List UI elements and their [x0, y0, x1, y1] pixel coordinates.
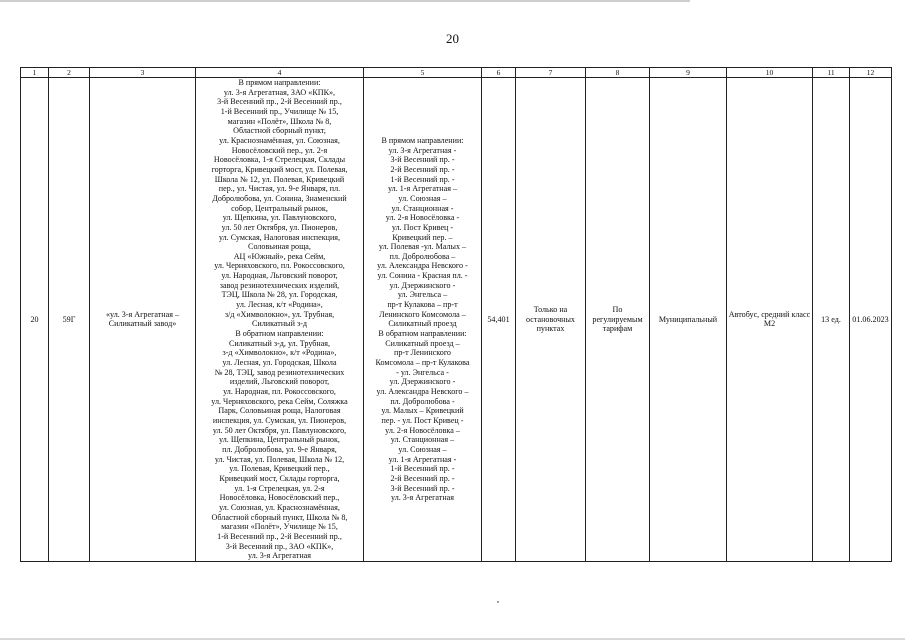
street-line: 1-й Весенний пр. -: [390, 464, 455, 474]
stop-line: ул. Лесная, ул. Городская, Школа: [222, 358, 337, 368]
stop-line: 3-й Весенний пр., 2-й Весенний пр.,: [217, 97, 342, 107]
street-line: ул. Дзержинского -: [389, 377, 456, 387]
stop-line: 3-й Весенний пр., ЗАО «КПК»,: [225, 541, 334, 551]
stop-line: ул. Щепкина, Центральный рынок,: [219, 435, 340, 445]
street-line: Комсомола – пр-т Кулакова: [375, 358, 470, 368]
street-line: пер. - ул. Пост Кривец -: [381, 415, 464, 425]
stop-line: ул. 3-я Агрегатная, ЗАО «КПК»,: [223, 87, 336, 97]
street-line: ул. Александра Невского -: [377, 261, 468, 271]
stop-line: ул. Чистая, ул. Полевая, Школа № 12,: [214, 454, 345, 464]
street-line: ул. Пост Кривец -: [391, 222, 454, 232]
column-number: 3: [90, 68, 196, 78]
stop-line: Новосёловка, 1-я Стрелецкая, Склады: [213, 155, 346, 165]
page-number: 20: [446, 31, 459, 46]
street-line: ул. 1-я Агрегатная –: [387, 184, 458, 194]
stop-line: АЦ «Южный», река Сейм,: [233, 251, 326, 261]
street-line: - ул. Энгельса -: [396, 367, 449, 377]
stop-line: Силикатный з-д: [252, 319, 307, 329]
vehicle-count-cell: 13 ед.: [813, 78, 850, 562]
stop-line: Соловьиная роща,: [248, 242, 311, 252]
street-line: пр-т Кулакова – пр-т: [387, 300, 458, 310]
street-line: ул. Малых – Кривецкий: [381, 406, 464, 416]
stop-line: В обратном направлении:: [235, 329, 324, 339]
stops-list: [197, 78, 362, 561]
street-line: Кривецкий пер. –: [392, 232, 453, 242]
fare-type-cell: По регулируемым тарифам: [586, 78, 650, 562]
stop-line: ул. Союзная, ул. Краснознамённая,: [219, 502, 340, 512]
stop-line: ТЭЦ, Школа № 28, ул. Городская,: [221, 290, 338, 300]
stop-order-cell: Только на остановочных пунктах: [516, 78, 586, 562]
stop-line: Областной сборный пункт,: [233, 126, 326, 136]
stop-line: ул. 1-я Стрелецкая, ул. 2-я: [234, 483, 325, 493]
stop-line: ул. Полевая, Кривецкий пер.,: [229, 464, 330, 474]
street-line: ул. 1-я Агрегатная -: [388, 454, 457, 464]
street-line: ул. 2-я Новосёловка -: [385, 213, 460, 223]
carrier-type-cell: Муниципальный: [650, 78, 727, 562]
column-number: 9: [650, 68, 727, 78]
vehicle-cell: Автобус, средний класс М2: [727, 78, 813, 562]
stop-line: ул. Лесная, к/т «Родина»,: [236, 300, 323, 310]
street-line: ул. 2-я Новосёловка –: [385, 425, 460, 435]
street-line: Силикатный проезд –: [385, 338, 460, 348]
stop-line: 1-й Весенний пр., 2-й Весенний пр.,: [217, 531, 342, 541]
scan-top-rule: [0, 0, 690, 2]
stop-line: ул. 3-я Агрегатная: [248, 551, 311, 561]
stop-line: Школа № 12, ул. Полевая, Кривецкий: [214, 174, 345, 184]
street-line: 3-й Весенний пр. -: [390, 155, 455, 165]
stop-line: ул. Щепкина, ул. Павлуновского,: [222, 213, 337, 223]
stop-line: Новосёловский пер., ул. 2-я: [231, 145, 328, 155]
stop-line: пл. Добролюбова, ул. 9-е Января,: [222, 444, 337, 454]
stop-line: ул. Народная, пл. Рокоссовского,: [223, 387, 336, 396]
stop-line: магазин «Полёт», Школа № 8,: [227, 116, 332, 126]
stops-list-cell: [196, 78, 364, 562]
street-line: ул. Энгельса –: [397, 290, 448, 300]
street-line: 3-й Весенний пр. -: [390, 483, 455, 493]
stop-line: ул. Черняховского, пл. Рокоссовского,: [214, 261, 345, 271]
stop-line: изделий, Льговский поворот,: [229, 377, 330, 387]
street-line: пл. Добролюбова -: [390, 396, 455, 406]
streets-list: [365, 136, 480, 503]
route-table: [20, 67, 892, 562]
column-number: 1: [21, 68, 49, 78]
street-line: В обратном направлении:: [378, 329, 467, 339]
street-line: ул. Сонина - Красная пл. -: [377, 271, 468, 281]
street-line: В прямом направлении:: [381, 135, 464, 145]
stop-line: ул. Черняховского, река Сейм, Соляжка: [211, 396, 348, 406]
street-line: ул. Дзержинского -: [389, 280, 456, 290]
stop-line: Парк, Соловьиная роща, Налоговая: [218, 406, 341, 416]
streets-list-cell: [364, 78, 482, 562]
street-line: ул. Александра Невского –: [376, 387, 469, 396]
column-number: 8: [586, 68, 650, 78]
street-line: ул. Полевая -ул. Малых –: [378, 242, 467, 252]
stop-line: собор, Центральный рынок,: [231, 203, 328, 213]
column-number: 6: [482, 68, 516, 78]
street-line: ул. 3-я Агрегатная: [391, 493, 454, 503]
stop-line: Областной сборный пункт, Школа № 8,: [211, 512, 348, 522]
stop-line: з/д «Химволокно», ул. Трубная,: [224, 309, 335, 319]
start-date-cell: 01.06.2023: [850, 78, 892, 562]
route-number-cell: 20: [21, 78, 49, 562]
street-line: ул. 3-я Агрегатная -: [388, 145, 457, 155]
table-row: [21, 78, 892, 562]
stop-line: Силикатный з-д, ул. Трубная,: [228, 338, 331, 348]
stop-line: завод резинотехнических изделий,: [219, 280, 340, 290]
street-line: ул. Союзная –: [398, 193, 447, 203]
stop-line: инспекция, ул. Сумская, ул. Пионеров,: [212, 415, 347, 425]
stop-line: Новосёловка, Новосёловский пер.,: [219, 493, 340, 503]
stop-line: пер., ул. Чистая, ул. 9-е Января, пл.: [218, 184, 341, 194]
street-line: Ленинского Комсомола –: [379, 309, 466, 319]
street-line: Силикатный проезд: [388, 319, 457, 329]
stop-line: ул. Сумская, Налоговая инспекция,: [218, 232, 341, 242]
column-number-row: [21, 68, 892, 78]
stop-line: Кривецкий мост, Склады горторга,: [219, 473, 340, 483]
street-line: 2-й Весенний пр. -: [390, 164, 455, 174]
street-line: 2-й Весенний пр. -: [390, 473, 455, 483]
column-number: 10: [727, 68, 813, 78]
route-code-cell: 59Г: [49, 78, 90, 562]
stop-line: ул. 50 лет Октября, ул. Пионеров,: [221, 222, 338, 232]
stop-line: Добролюбова, ул. Сонина, Знаменский: [212, 193, 347, 203]
stop-line: горторга, Кривецкий мост, ул. Полевая,: [211, 164, 348, 174]
scan-speck: [497, 601, 499, 603]
column-number: 11: [813, 68, 850, 78]
street-line: пл. Добролюбова –: [389, 251, 456, 261]
stop-line: ул. Народная, Льговский поворот,: [221, 271, 338, 281]
route-name-cell: «ул. 3-я Агрегатная – Силикатный завод»: [90, 78, 196, 562]
stop-line: 1-й Весенний пр., Училище № 15,: [220, 106, 339, 116]
route-length-cell: 54,401: [482, 78, 516, 562]
street-line: ул. Союзная –: [398, 444, 447, 454]
column-number: 4: [196, 68, 364, 78]
stop-line: ул. Краснознамённая, ул. Союзная,: [219, 135, 340, 145]
stop-line: магазин «Полёт», Училище № 15,: [221, 522, 338, 532]
column-number: 5: [364, 68, 482, 78]
column-number: 12: [850, 68, 892, 78]
street-line: ул. Станционная –: [390, 435, 455, 445]
column-number: 7: [516, 68, 586, 78]
stop-line: В прямом направлении:: [238, 78, 321, 87]
column-number: 2: [49, 68, 90, 78]
stop-line: № 28, ТЭЦ, завод резинотехнических: [214, 367, 345, 377]
street-line: пр-т Ленинского: [394, 348, 451, 358]
street-line: 1-й Весенний пр. -: [390, 174, 455, 184]
stop-line: ул. 50 лет Октября, ул. Павлуновского,: [212, 425, 347, 435]
stop-line: з-д «Химволокно», к/т «Родина»,: [222, 348, 337, 358]
street-line: ул. Станционная -: [391, 203, 454, 213]
